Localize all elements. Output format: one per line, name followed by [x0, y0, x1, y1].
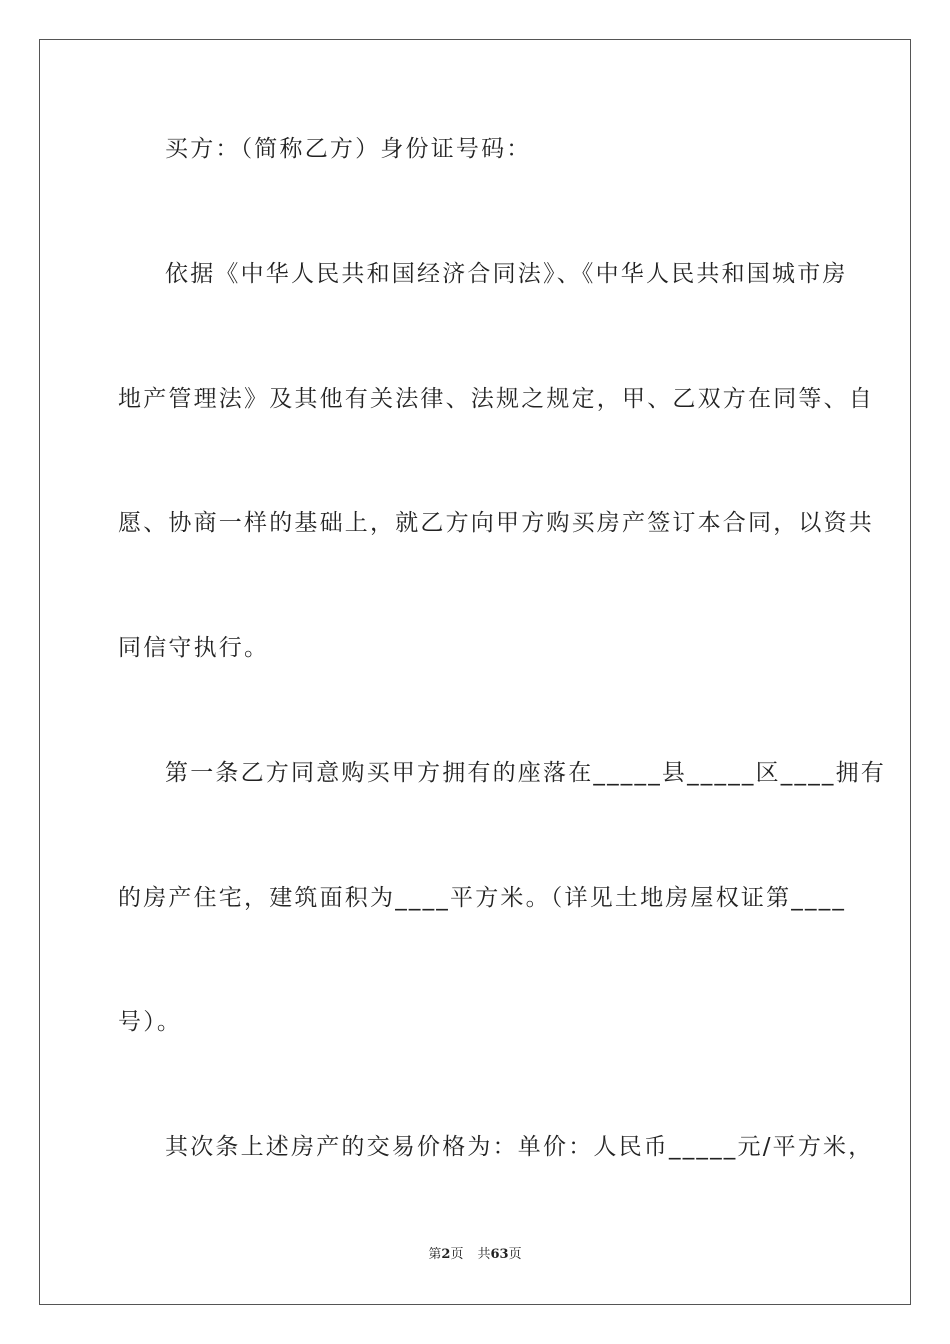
article-one-line: 号）。 — [118, 1009, 183, 1035]
article-one-line: 的房产住宅，建筑面积为____平方米。（详见土地房屋权证第____ — [118, 885, 847, 911]
footer-page-current: 2 — [441, 1247, 451, 1262]
page-border — [39, 39, 911, 1305]
buyer-line: 买方：（简称乙方）身份证号码： — [165, 136, 532, 162]
article-one-line: 第一条乙方同意购买甲方拥有的座落在_____县_____区____拥有 — [165, 760, 886, 786]
footer-page-suffix: 页 — [450, 1247, 464, 1262]
paragraph-line: 依据《中华人民共和国经济合同法》、《中华人民共和国城市房 — [165, 261, 848, 287]
footer-total-prefix: 共 — [477, 1247, 491, 1262]
footer-total-suffix: 页 — [508, 1247, 522, 1262]
paragraph-line: 愿、协商一样的基础上，就乙方向甲方购买房产签订本合同，以资共 — [118, 510, 874, 536]
paragraph-line: 地产管理法》及其他有关法律、法规之规定，甲、乙双方在同等、自 — [118, 386, 874, 412]
article-two-line: 其次条上述房产的交易价格为：单价：人民币_____元/平方米， — [165, 1134, 874, 1160]
page-footer — [0, 1246, 950, 1264]
footer-page-total: 63 — [490, 1247, 509, 1262]
footer-page-prefix: 第 — [428, 1247, 442, 1262]
paragraph-line: 同信守执行。 — [118, 635, 270, 661]
